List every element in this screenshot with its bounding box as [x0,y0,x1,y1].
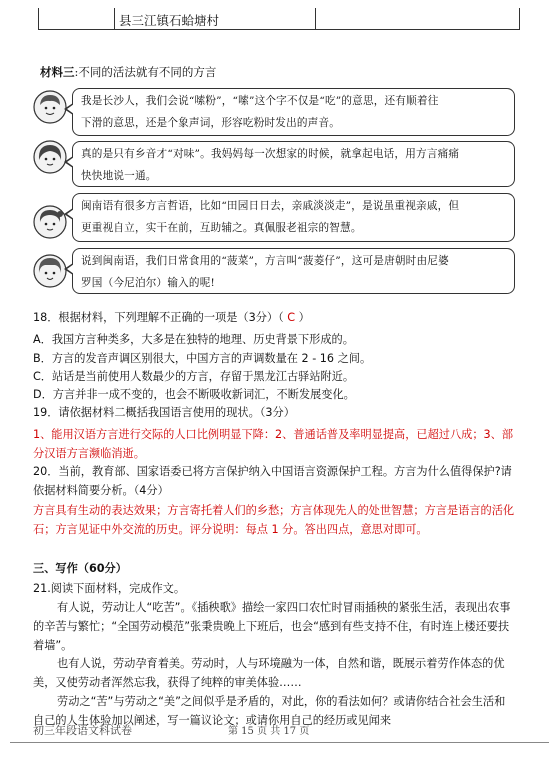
q21-paragraph: 劳动之“苦”与劳动之“美”之间似乎是矛盾的，对此，你的看法如何？或请你结合社会生活和自己的人生体验加以阐述，写一篇议论文；或请你用自己的经历或见闻来 [33,695,506,727]
speech-bubble [72,141,515,187]
question-19-stem: 19．请依据材料二概括我国语言使用的现状。（3分） [33,406,295,419]
page-number: 第 15 页 共 17 页 [228,726,310,737]
material3-label: 材料三 [40,65,75,79]
table-divider [315,8,316,29]
question-20-stem: 20．当前，教育部、国家语委已将方言保护纳入中国语言资源保护工程。方言为什么值得保护?请依据材料简要分析。（4分） [33,465,512,497]
avatar-girl-bangs-icon [33,254,67,288]
footer-divider [10,742,549,743]
material3-title: :不同的活法就有不同的方言 [74,65,217,79]
question-18-stem [33,309,310,327]
section-heading: 三、写作（60分） [33,562,127,575]
speech-bubble [72,248,515,294]
speech-bubble [72,193,515,242]
q18-option-c: C．站话是当前使用人数最少的方言，存留于黑龙江古驿站附近。 [33,370,355,383]
avatar-girl-icon [33,140,67,174]
q18-stem-text: 18．根据材料，下列理解不正确的一项是（3分）（ [33,311,288,324]
bubble-line: 更重视自立，实干在前，互助辅之。真佩服老祖宗的智慧。 [81,222,362,234]
bubble-line: 快快地说一通。 [81,170,157,182]
bubble-line: 说到闽南语，我们日常食用的“菠菜”，方言叫“菠菱仔”，这可是唐朝时由尼婆 [81,255,449,267]
material3-heading [40,64,216,80]
avatar-girl-ponytail-icon [33,205,67,239]
bubble-line: 下滑的意思，还是个象声词，形容吃粉时发出的声音。 [81,117,341,129]
q18-option-a: A．我国方言种类多，大多是在独特的地理、历史背景下形成的。 [33,333,354,346]
table-divider [114,8,115,29]
table-cell: 县三江镇石蛤塘村 [119,13,220,28]
bubble-line: 罗国（今尼泊尔）输入的呢! [81,277,215,289]
q18-stem-close: ） [295,311,310,324]
q20-answer: 方言具有生动的表达效果；方言寄托着人们的乡愁；方言体现先人的处世智慧；方言是语言的活化石；方言见证中外交流的历史。评分说明：每点 1 分。答出四点，意思对即可。 [33,504,515,536]
footer-title: 初三年段语文科试卷 [33,724,132,737]
q19-answer: 1、能用汉语方言进行交际的人口比例明显下降：2、普通话普及率明显提高，已超过八成；3、部分汉语方言濒临消逝。 [33,428,514,460]
bubble-line: 真的是只有乡音才“对味”。我妈妈每一次想家的时候，就拿起电话，用方言痛痛 [81,148,460,160]
question-21-stem: 21.阅读下面材料，完成作文。 [33,582,186,595]
bubble-line: 我是长沙人，我们会说“嗦粉”，“嗦”这个字不仅是“吃”的意思，还有顺着往 [81,95,439,107]
speech-bubble [72,88,515,136]
q18-option-b: B．方言的发音声调区别很大，中国方言的声调数量在 2 - 16 之间。 [33,352,372,365]
q18-option-d: D．方言并非一成不变的，也会不断吸收新词汇，不断发展变化。 [33,388,355,401]
avatar-boy-icon [33,90,67,124]
top-table-row [38,8,520,30]
q18-answer: C [287,311,296,324]
q21-paragraph: 有人说，劳动让人“吃苦”。《插秧歌》描绘一家四口农忙时冒雨插秧的紧张生活，表现出农事的辛苦与繁忙；“全国劳动模范”张秉贵晚上下班后，也会“感到有些支持不住，有时连上楼还要扶着墙”。 [33,601,511,652]
q21-paragraph: 也有人说，劳动孕育着美。劳动时，人与环境融为一体，自然和谐，既展示着劳作体态的优美，又使劳动者浑然忘我，获得了纯粹的审美体验…… [33,657,505,689]
bubble-line: 闽南语有很多方言哲语，比如“田园日日去，亲戚淡淡走”，是说虽重视亲戚，但 [81,200,460,212]
